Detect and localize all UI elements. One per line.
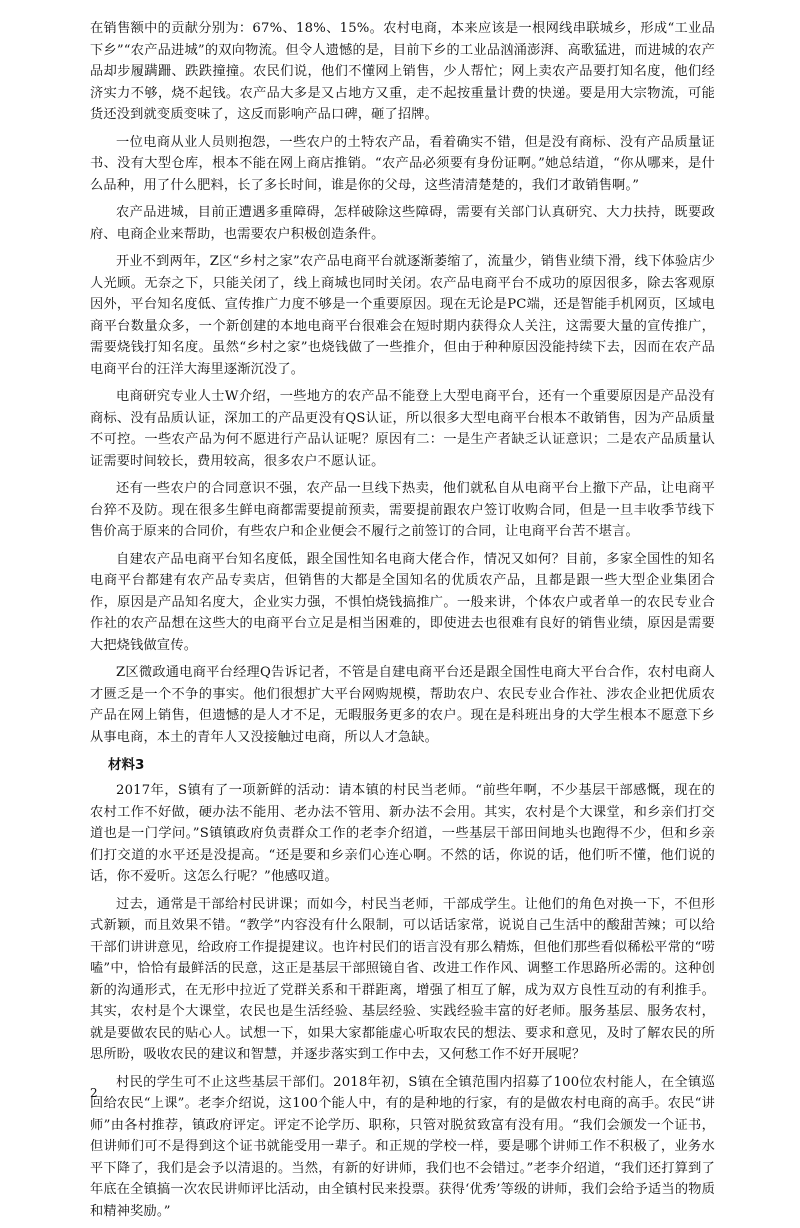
body-paragraph: Z区微政通电商平台经理Q告诉记者，不管是自建电商平台还是跟全国性电商大平台合作，农村电商人才匮乏是一个不争的事实。他们很想扩大平台网购规模，帮助农户、农民专业合作社、涉农企业把优质农产品在网上销售，但遗憾的是人才不足，无暇服务更多的农户。现在是科班出身的大学生根本不愿意下乡从事电商，本土的青年人又没接触过电商，所以人才急缺。	[90, 665, 715, 745]
body-paragraph: 一位电商从业人员则抱怨，一些农户的土特农产品，看着确实不错，但是没有商标、没有产品质量证书、没有大型仓库，根本不能在网上商店推销。“农产品必须要有身份证啊。”她总结道，“你从哪来，是什么品种，用了什么肥料，长了多长时间，谁是你的父母，这些清清楚楚的，我们才敢销售啊。”	[90, 134, 715, 193]
page-number: 2	[90, 1086, 98, 1100]
body-paragraph: 自建农产品电商平台知名度低，跟全国性知名电商大佬合作，情况又如何？目前，多家全国性的知名电商平台都建有农产品专卖店，但销售的大都是全国知名的优质农产品，且都是跟一些大型企业集团合作，原因是产品知名度大，企业实力强，不惧怕烧钱搞推广。一般来讲，个体农户或者单一的农民专业合作社的农产品想在这些大的电商平台立足是相当困难的，即使进去也很难有良好的销售业绩，原因是需要大把烧钱做宣传。	[90, 551, 715, 653]
body-paragraph: 在销售额中的贡献分别为：67%、18%、15%。农村电商，本来应该是一根网线串联城乡，形成“工业品下乡”“农产品进城”的双向物流。但令人遗憾的是，目前下乡的工业品汹涌澎湃、高歌猛进，而进城的农产品却步履蹒跚、跌跌撞撞。农民们说，他们不懂网上销售，少人帮忙；网上卖农产品要打知名度，他们经济实力不够，烧不起钱。农产品大多是又占地方又重，走不起按重量计费的快递。要是用大宗物流，可能货还没到就变质变味了，这反而影响产品口碑，砸了招牌。	[90, 21, 715, 122]
document-page	[90, 18, 715, 1228]
body-paragraph: 开业不到两年，Z区“乡村之家”农产品电商平台就逐渐萎缩了，流量少，销售业绩下滑，线下体验店少人光顾。无奈之下，只能关闭了，线上商城也同时关闭。农产品电商平台不成功的原因很多，除去客观原因外，平台知名度低、宣传推广力度不够是一个重要原因。现在无论是PC端，还是智能手机网页，区域电商平台数量众多，一个新创建的本地电商平台很难会在短时期内获得众人关注，这需要大量的宣传推广，需要烧钱打知名度。虽然“乡村之家”也烧钱做了一些推介，但由于种种原因没能持续下去，因而在农产品电商平台的汪洋大海里逐渐沉没了。	[90, 254, 715, 377]
section-heading: 材料3	[108, 757, 145, 773]
body-paragraph: 2017年，S镇有了一项新鲜的活动：请本镇的村民当老师。“前些年啊，不少基层干部感慨，现在的农村工作不好做，硬办法不能用、老办法不管用、新办法不会用。其实，农村是个大课堂，和乡亲们打交道也是一门学问。”S镇镇政府负责群众工作的老李介绍道，一些基层干部田间地头也跑得不少，但和乡亲们打交道的水平还是没提高。“还是要和乡亲们心连心啊。不然的话，你说的话，他们听不懂，他们说的话，你不爱听。这怎么行呢？”他感叹道。	[90, 783, 715, 884]
body-paragraph: 农产品进城，目前正遭遇多重障碍，怎样破除这些障碍，需要有关部门认真研究、大力扶持，既要政府、电商企业来帮助，也需要农户积极创造条件。	[90, 205, 715, 242]
body-paragraph: 电商研究专业人士W介绍，一些地方的农产品不能登上大型电商平台，还有一个重要原因是产品没有商标、没有品质认证，深加工的产品更没有QS认证，所以很多大型电商平台根本不敢销售，因为产品质量不可控。一些农产品为何不愿进行产品认证呢？原因有二：一是生产者缺乏认证意识；二是农产品质量认证需要时间较长，费用较高，很多农户不愿认证。	[90, 389, 715, 469]
body-paragraph: 村民的学生可不止这些基层干部们。2018年初，S镇在全镇范围内招募了100位农村能人，在全镇巡回给农民“上课”。老李介绍说，这100个能人中，有的是种地的行家，有的是做农村电商的高手。农民“讲师”由各村推荐，镇政府评定。评定不论学历、职称，只管对脱贫致富有没有用。“我们会颁发一个证书，但讲师们可不是得到这个证书就能受用一辈子。和正规的学校一样，要是哪个讲师工作不积极了，业务水平下降了，我们是会予以清退的。当然，有新的好讲师，我们也不会错过。”老李介绍道，“我们还打算到了年底在全镇搞一次农民讲师评比活动，由全镇村民来投票。获得‘优秀’等级的讲师，我们会给予适当的物质和精神奖励。”	[90, 1074, 715, 1219]
body-paragraph: 过去，通常是干部给村民讲课；而如今，村民当老师，干部成学生。让他们的角色对换一下，不但形式新颖，而且效果不错。“教学”内容没有什么限制，可以话话家常，说说自己生活中的酸甜苦辣；可以给干部们讲讲意见，给政府工作提提建议。也许村民们的语言没有那么精炼，但他们那些看似稀松平常的“唠嗑”中，恰恰有最鲜活的民意，这正是基层干部照镜自省、改进工作作风、调整工作思路所必需的。这种创新的沟通形式，在无形中拉近了党群关系和干群距离，增强了相互了解，成为双方良性互动的有利推手。其实，农村是个大课堂，农民也是生活经验、基层经验、实践经验丰富的好老师。服务基层、服务农村，就是要做农民的贴心人。试想一下，如果大家都能虚心听取农民的想法、要求和意见，及时了解农民的所思所盼，吸收农民的建议和智慧，并逐步落实到工作中去，又何愁工作不好开展呢？	[90, 896, 715, 1062]
body-paragraph: 还有一些农户的合同意识不强，农产品一旦线下热卖，他们就私自从电商平台上撤下产品，让电商平台猝不及防。现在很多生鲜电商都需要提前预卖，需要提前跟农户签订收购合同，但是一旦丰收季节线下售价高于原来的合同价，有些农户和企业便会不履行之前签订的合同，让电商平台苦不堪言。	[90, 481, 715, 539]
